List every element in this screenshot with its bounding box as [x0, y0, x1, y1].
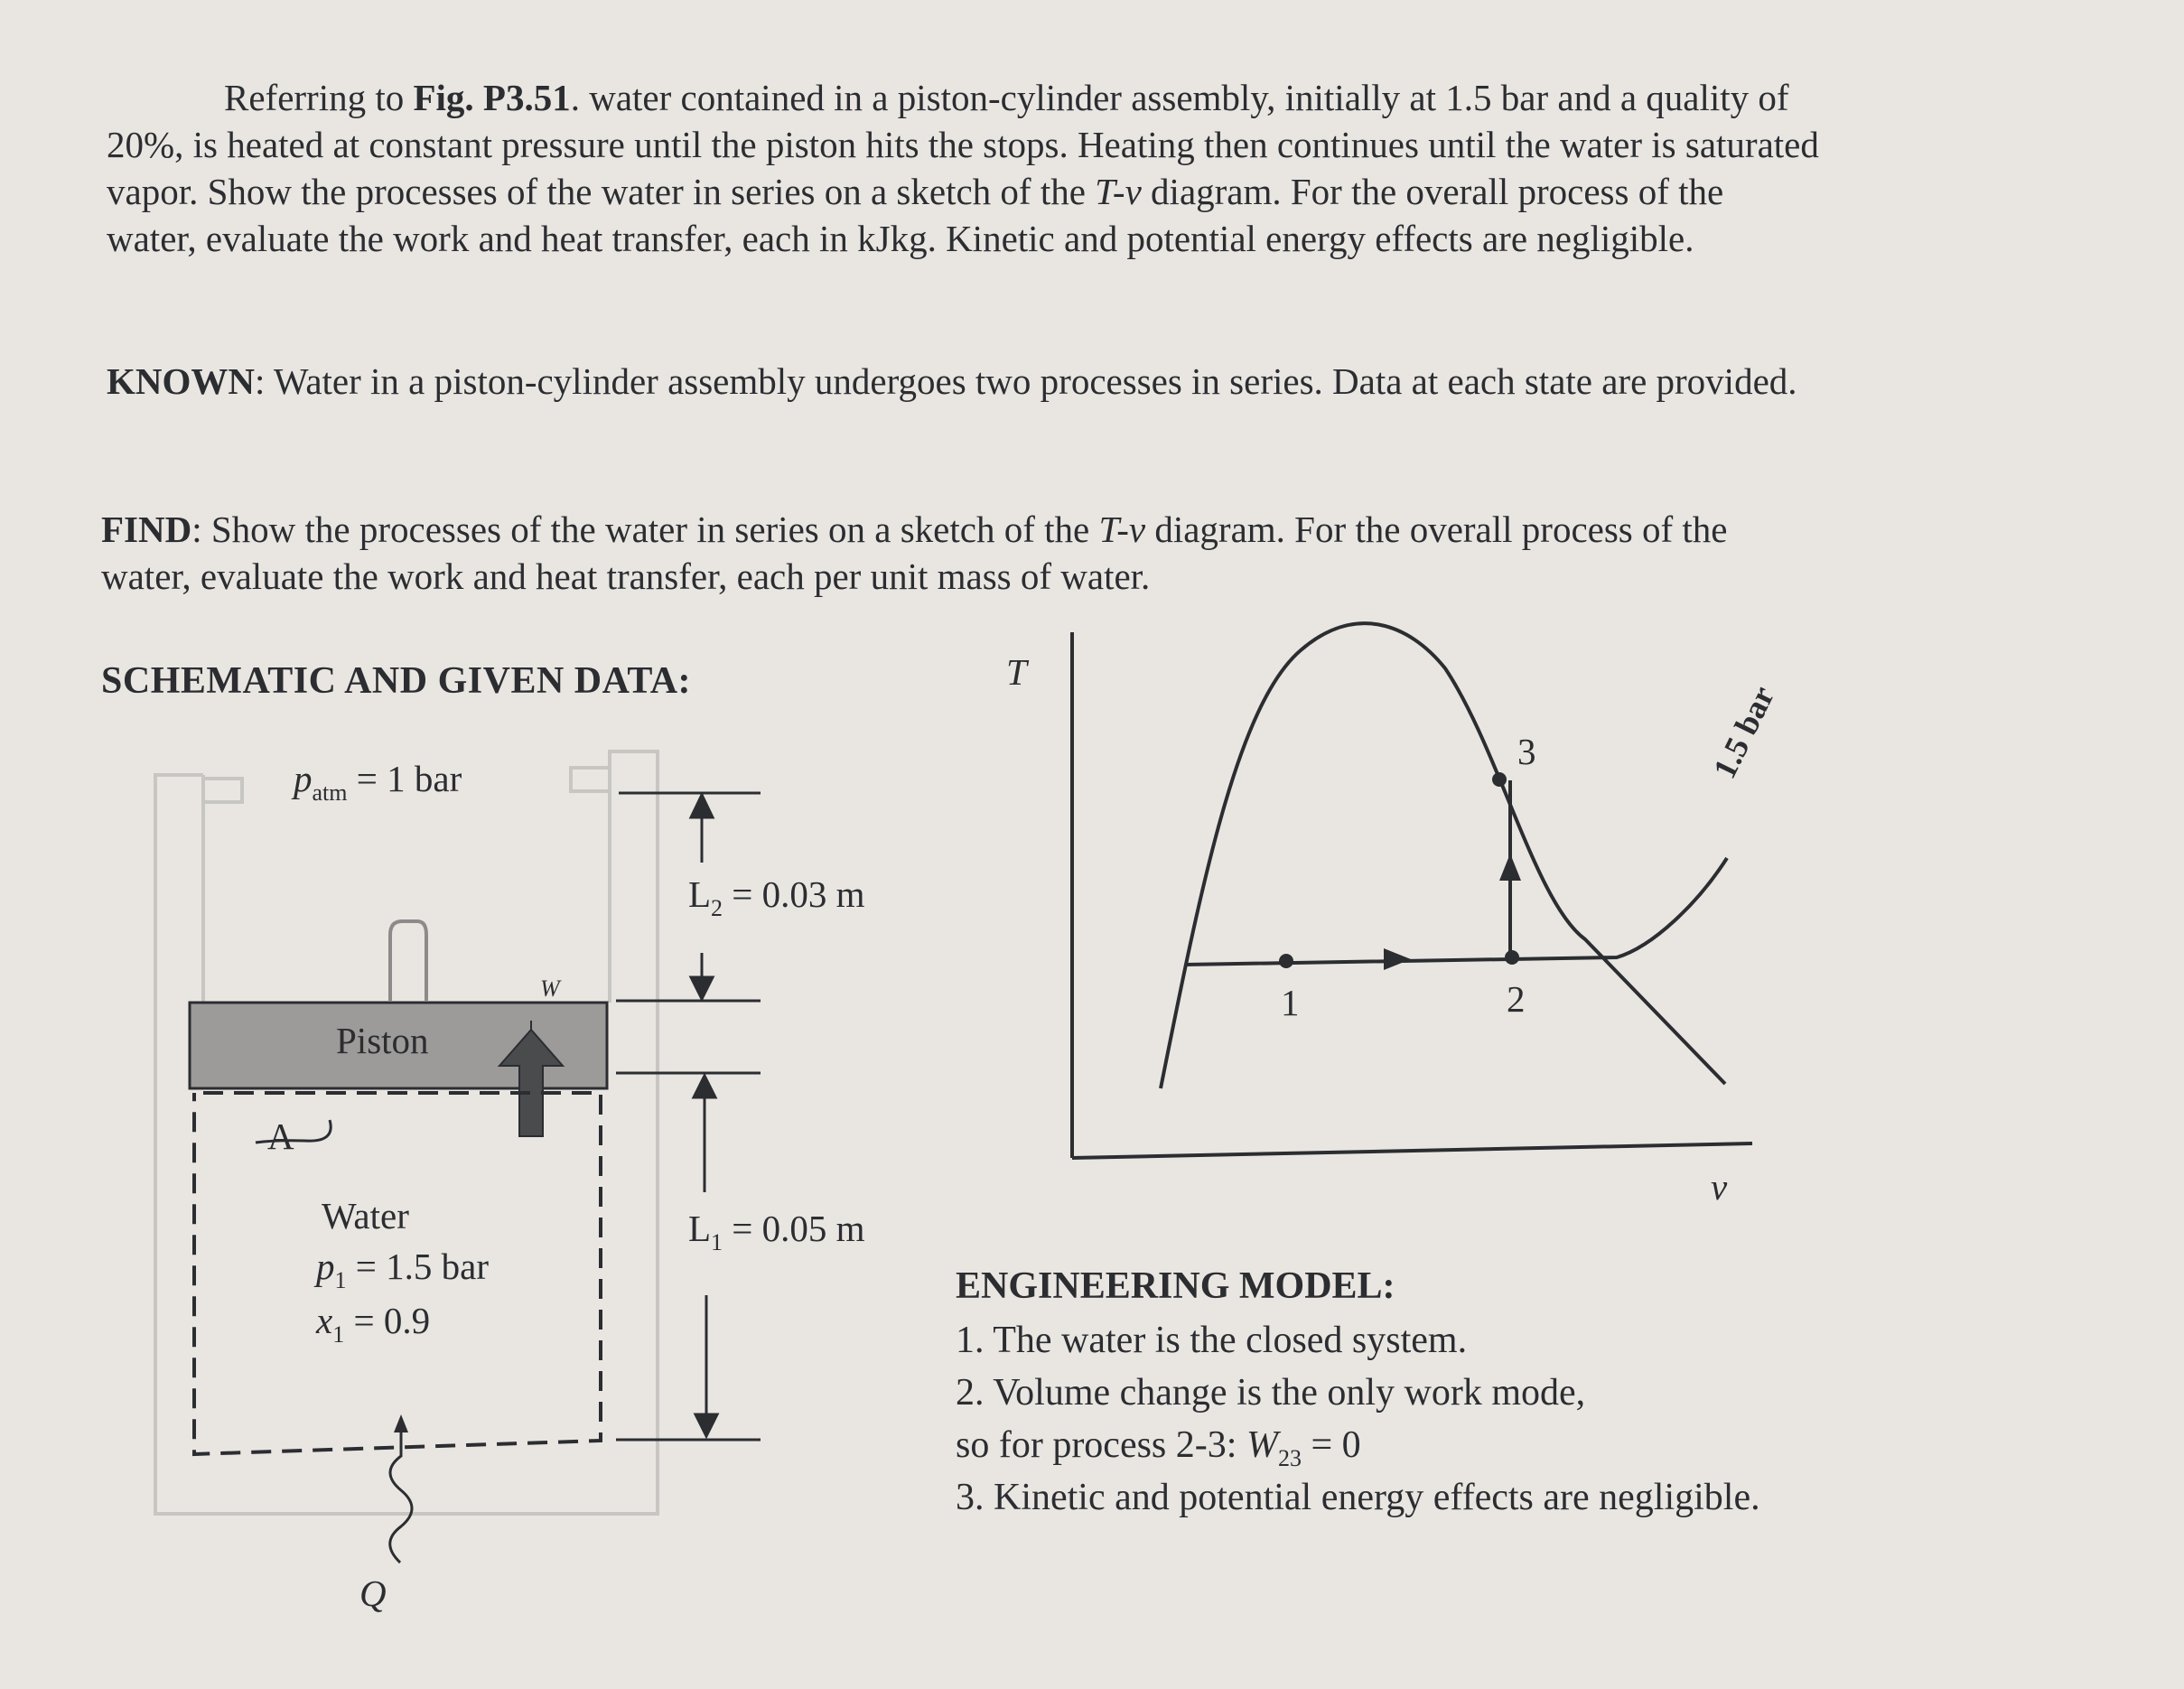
state-2-label: 2: [1507, 978, 1526, 1020]
figure-reference: Fig. P3.51: [413, 77, 571, 118]
saturation-dome: [1161, 623, 1725, 1088]
find-text-b: diagram. For the overall process of the water, evaluate the work and heat transfer, each per unit mass of water.: [101, 509, 1728, 597]
find-text-a: : Show the processes of the water in series on a sketch of the: [191, 509, 1099, 550]
state-1-label: 1: [1281, 982, 1300, 1023]
heat-transfer-arrow: [390, 1418, 412, 1563]
find-tv: T-v: [1098, 509, 1146, 550]
state-3-point: [1492, 772, 1507, 787]
l1-label: $L_1 = 0.05$ m: [688, 1208, 865, 1255]
problem-lead: Referring to: [224, 77, 414, 118]
v-axis-label: v: [1711, 1166, 1728, 1208]
process-1-2-arrow: [1384, 948, 1411, 970]
work-label: W: [540, 975, 560, 1002]
known-label: KNOWN: [107, 360, 255, 402]
state-2-point: [1505, 950, 1519, 965]
state-3-label: 3: [1517, 731, 1536, 772]
piston-label: Piston: [336, 1020, 429, 1061]
model-heading: ENGINEERING MODEL:: [956, 1265, 1395, 1307]
model-item-3: 3. Kinetic and potential energy effects are negligible.: [956, 1477, 1760, 1518]
tv-axes: [1072, 632, 1752, 1158]
find-label: FIND: [101, 509, 192, 550]
problem-rest2: diagram. For the overall process of the water, evaluate the work and heat transfer, each in kJkg. Kinetic and potential energy effects are negligible.: [107, 171, 1724, 259]
model-item-1: 1. The water is the closed system.: [956, 1320, 1468, 1361]
isobar-line: [1185, 858, 1727, 965]
model-item-2b: so for process 2-3: $W_{23} = 0$: [956, 1424, 1361, 1471]
l2-label: $L_2 = 0.03$ m: [688, 873, 865, 921]
problem-rest: . water contained in a piston-cylinder assembly, initially at 1.5 bar and a quality of 20%, is heated at constant pressure until the piston hits the stops. Heating then continues until the water is saturated vapor. Show the processes of the water in series on a sketch of the: [107, 77, 1819, 212]
water-label: Water: [322, 1195, 409, 1236]
state-1-point: [1279, 954, 1293, 968]
model-item-2: 2. Volume change is the only work mode,: [956, 1372, 1586, 1414]
x1-label: $x_1 = 0.9$: [316, 1300, 431, 1348]
t-axis-label: T: [1006, 651, 1027, 693]
piston-rod: [390, 921, 426, 1001]
isobar-label: 1.5 bar: [1705, 680, 1782, 784]
cylinder-wall: [155, 751, 658, 1514]
process-2-3-arrow: [1499, 854, 1521, 881]
patm-label: $p_{atm} = 1$ bar: [294, 758, 462, 806]
heat-label: Q: [359, 1572, 387, 1614]
p1-label: $p_1 = 1.5$ bar: [316, 1246, 489, 1293]
known-text: : Water in a piston-cylinder assembly undergoes two processes in series. Data at each state are provided.: [255, 360, 1797, 402]
area-label: A: [267, 1115, 294, 1157]
problem-tv: T-v: [1095, 171, 1142, 212]
schematic-heading: SCHEMATIC AND GIVEN DATA:: [101, 660, 692, 702]
